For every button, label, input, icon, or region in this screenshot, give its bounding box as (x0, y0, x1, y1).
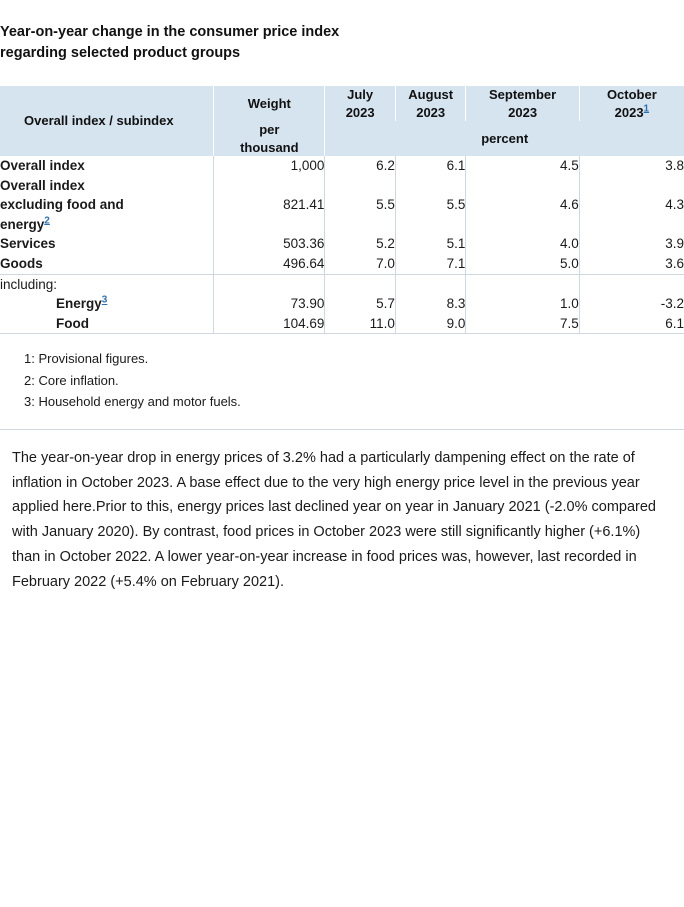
row-label-core-inflation (0, 176, 214, 235)
cell-services-weight: 503.36 (214, 234, 325, 254)
unit-header-weight-line-2: thousand (240, 139, 299, 155)
cell-services-july: 5.2 (325, 234, 396, 254)
row-label-food: Food (0, 314, 214, 334)
cell-core-july: 5.5 (325, 176, 396, 235)
cpi-table (0, 86, 684, 334)
column-header-october-year: 2023 (614, 104, 644, 120)
cell-food-weight: 104.69 (214, 314, 325, 334)
cell-including-october (579, 274, 684, 294)
column-header-august-year: 2023 (416, 104, 446, 120)
table-row (0, 274, 684, 294)
cell-food-september: 7.5 (466, 314, 579, 334)
cell-energy-october: -3.2 (660, 296, 684, 312)
table-row (0, 176, 684, 235)
table-header (0, 86, 684, 156)
cell-services-august: 5.1 (395, 234, 466, 254)
cell-food-october: 6.1 (579, 314, 684, 334)
cell-services-october: 3.9 (665, 236, 684, 252)
row-label-core-line-2: excluding food and (0, 197, 124, 213)
footnote-marker-2[interactable]: 2 (44, 215, 50, 227)
column-header-august-month: August (408, 87, 454, 103)
cell-overall-index-july: 6.2 (325, 156, 396, 176)
column-header-october (579, 86, 684, 121)
page-title-line-1: Year-on-year change in the consumer price index (0, 24, 340, 40)
row-label-including: including: (0, 274, 214, 294)
row-label-services: Services (0, 234, 214, 254)
footnote-1: 1: Provisional figures. (24, 351, 149, 367)
cell-overall-index-october: 3.8 (665, 158, 684, 174)
footnotes (0, 348, 684, 412)
column-header-july-year: 2023 (345, 104, 375, 120)
column-header-august (395, 86, 466, 121)
column-header-stub: Overall index / subindex (0, 86, 214, 156)
row-label-core-line-3: energy (0, 216, 45, 232)
row-label-energy (0, 294, 214, 314)
cell-core-august: 5.5 (395, 176, 466, 235)
column-header-weight: Weight (214, 86, 325, 121)
cell-including-july (325, 274, 396, 294)
table-header-row-1 (0, 86, 684, 121)
body-paragraph: The year-on-year drop in energy prices of 3.2% had a particularly dampening effect on the rate of inflation in October 2023. A base effect due to the very high energy price level in the previous year applied here.Prior to this, energy prices last declined year on year in January 2021 (-2.0% compared with January 2020). By contrast, food prices in October 2023 were still significantly higher (+6.1%) than in October 2022. A lower year-on-year increase in food prices was, however, last recorded in February 2022 (+5.4% on February 2021). (12, 449, 656, 591)
row-label-goods: Goods (0, 254, 214, 274)
cell-energy-september: 1.0 (466, 294, 579, 314)
unit-header-weight (214, 121, 325, 156)
column-header-july-month: July (347, 87, 374, 103)
table-row (0, 254, 684, 274)
cell-goods-october: 3.6 (579, 254, 684, 274)
column-header-september (466, 86, 579, 121)
table-row (0, 314, 684, 334)
cell-energy-weight: 73.90 (214, 294, 325, 314)
table-row (0, 156, 684, 176)
cell-food-july: 11.0 (325, 314, 396, 334)
table-body (0, 156, 684, 334)
cell-services-september: 4.0 (466, 234, 579, 254)
cell-overall-index-august: 6.1 (395, 156, 466, 176)
column-header-july (325, 86, 396, 121)
table-row (0, 234, 684, 254)
column-header-september-year: 2023 (508, 104, 538, 120)
cell-goods-september: 5.0 (466, 254, 579, 274)
cell-overall-index-weight: 1,000 (214, 156, 325, 176)
cell-goods-august: 7.1 (395, 254, 466, 274)
cell-core-october: 4.3 (665, 197, 684, 213)
unit-header-percent: percent (481, 130, 529, 146)
cell-energy-august: 8.3 (395, 294, 466, 314)
cell-including-august (395, 274, 466, 294)
cell-including-september (466, 274, 579, 294)
unit-header-weight-line-1: per (259, 122, 280, 138)
cell-energy-july: 5.7 (325, 294, 396, 314)
column-header-september-month: September (488, 87, 557, 103)
cell-overall-index-september: 4.5 (466, 156, 579, 176)
cell-including-weight (214, 274, 325, 294)
row-label-overall-index: Overall index (0, 156, 214, 176)
column-header-october-month: October (606, 87, 657, 103)
footnote-3: 3: Household energy and motor fuels. (24, 394, 241, 410)
footnote-2: 2: Core inflation. (24, 372, 119, 388)
page-title (0, 22, 684, 64)
cell-goods-weight: 496.64 (214, 254, 325, 274)
cell-goods-july: 7.0 (325, 254, 396, 274)
page-title-line-2: regarding selected product groups (0, 45, 241, 62)
cell-core-weight: 821.41 (214, 176, 325, 235)
table-row (0, 294, 684, 314)
cell-food-august: 9.0 (395, 314, 466, 334)
footnote-marker-3[interactable]: 3 (101, 294, 108, 306)
footnote-marker-1[interactable]: 1 (643, 103, 650, 115)
cell-core-september: 4.6 (466, 176, 579, 235)
row-label-energy-text: Energy (56, 296, 102, 312)
row-label-core-line-1: Overall index (0, 177, 85, 193)
